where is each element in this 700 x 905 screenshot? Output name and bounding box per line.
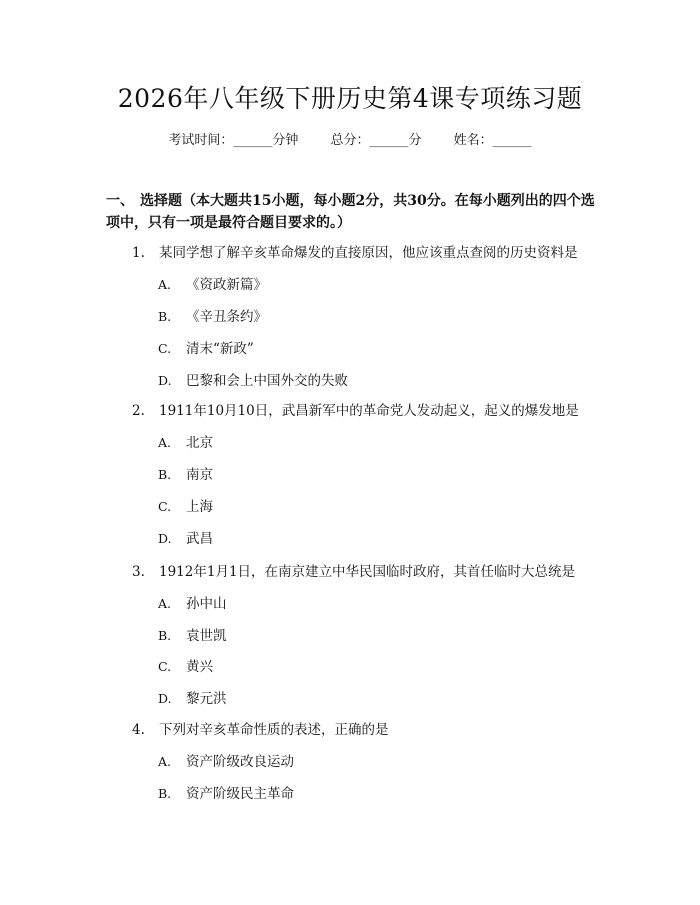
question-4-option-b bbox=[158, 785, 294, 803]
question-3-option-b bbox=[158, 627, 227, 645]
question-4 bbox=[132, 721, 602, 739]
question-3-option-d bbox=[158, 690, 227, 708]
option-text: 巴黎和会上中国外交的失败 bbox=[186, 373, 348, 389]
question-3 bbox=[132, 563, 602, 581]
exam-time: 考试时间：______分钟 bbox=[168, 133, 299, 148]
option-label: C. bbox=[158, 499, 172, 514]
question-2-option-b bbox=[158, 466, 213, 484]
option-label: D. bbox=[158, 373, 172, 388]
option-label: A. bbox=[158, 277, 172, 292]
option-label: D. bbox=[158, 531, 172, 546]
section-number: 一、 bbox=[106, 193, 134, 209]
question-number: 1. bbox=[132, 245, 145, 261]
question-number: 3. bbox=[132, 564, 145, 580]
option-text: 《资政新篇》 bbox=[186, 277, 267, 293]
option-text: 袁世凯 bbox=[186, 628, 227, 644]
option-label: B. bbox=[158, 786, 172, 801]
option-text: 资产阶级改良运动 bbox=[186, 754, 294, 770]
question-text: 下列对辛亥革命性质的表述，正确的是 bbox=[159, 722, 389, 738]
option-text: 南京 bbox=[186, 467, 213, 483]
question-1-option-a bbox=[158, 276, 267, 294]
option-text: 清末“新政” bbox=[186, 341, 254, 357]
question-number: 4. bbox=[132, 722, 145, 738]
option-text: 上海 bbox=[186, 499, 213, 515]
question-2-option-c bbox=[158, 498, 213, 516]
option-label: A. bbox=[158, 754, 172, 769]
section-heading bbox=[106, 190, 606, 234]
option-text: 《辛丑条约》 bbox=[186, 309, 267, 325]
page-title: 2026年八年级下册历史第4课专项练习题 bbox=[117, 84, 583, 113]
option-label: A. bbox=[158, 435, 172, 450]
question-1-option-c bbox=[158, 340, 254, 358]
question-text: 某同学想了解辛亥革命爆发的直接原因，他应该重点查阅的历史资料是 bbox=[159, 245, 578, 261]
question-1-option-b bbox=[158, 308, 267, 326]
option-text: 黎元洪 bbox=[186, 691, 227, 707]
option-label: C. bbox=[158, 341, 172, 356]
option-text: 资产阶级民主革命 bbox=[186, 786, 294, 802]
section-text: 选择题（本大题共15小题，每小题2分，共30分。在每小题列出的四个选项中，只有一项是最符合题目要求的。） bbox=[106, 193, 595, 231]
option-label: B. bbox=[158, 467, 172, 482]
question-text: 1911年10月10日，武昌新军中的革命党人发动起义，起义的爆发地是 bbox=[159, 403, 579, 419]
question-3-option-a bbox=[158, 595, 227, 613]
question-3-option-c bbox=[158, 658, 213, 676]
question-number: 2. bbox=[132, 403, 145, 419]
question-2-option-a bbox=[158, 434, 213, 452]
option-text: 武昌 bbox=[186, 531, 213, 547]
exam-score: 总分：______分 bbox=[330, 133, 422, 148]
question-1 bbox=[132, 244, 602, 262]
option-text: 北京 bbox=[186, 435, 213, 451]
option-label: C. bbox=[158, 659, 172, 674]
question-1-option-d bbox=[158, 372, 348, 390]
option-text: 孙中山 bbox=[186, 596, 227, 612]
option-label: A. bbox=[158, 596, 172, 611]
option-label: B. bbox=[158, 628, 172, 643]
option-label: B. bbox=[158, 309, 172, 324]
option-label: D. bbox=[158, 691, 172, 706]
question-2 bbox=[132, 402, 602, 420]
option-text: 黄兴 bbox=[186, 659, 213, 675]
exam-meta bbox=[0, 132, 700, 150]
question-text: 1912年1月1日，在南京建立中华民国临时政府，其首任临时大总统是 bbox=[159, 564, 576, 580]
student-name: 姓名：______ bbox=[453, 133, 532, 148]
question-2-option-d bbox=[158, 530, 213, 548]
question-4-option-a bbox=[158, 753, 294, 771]
